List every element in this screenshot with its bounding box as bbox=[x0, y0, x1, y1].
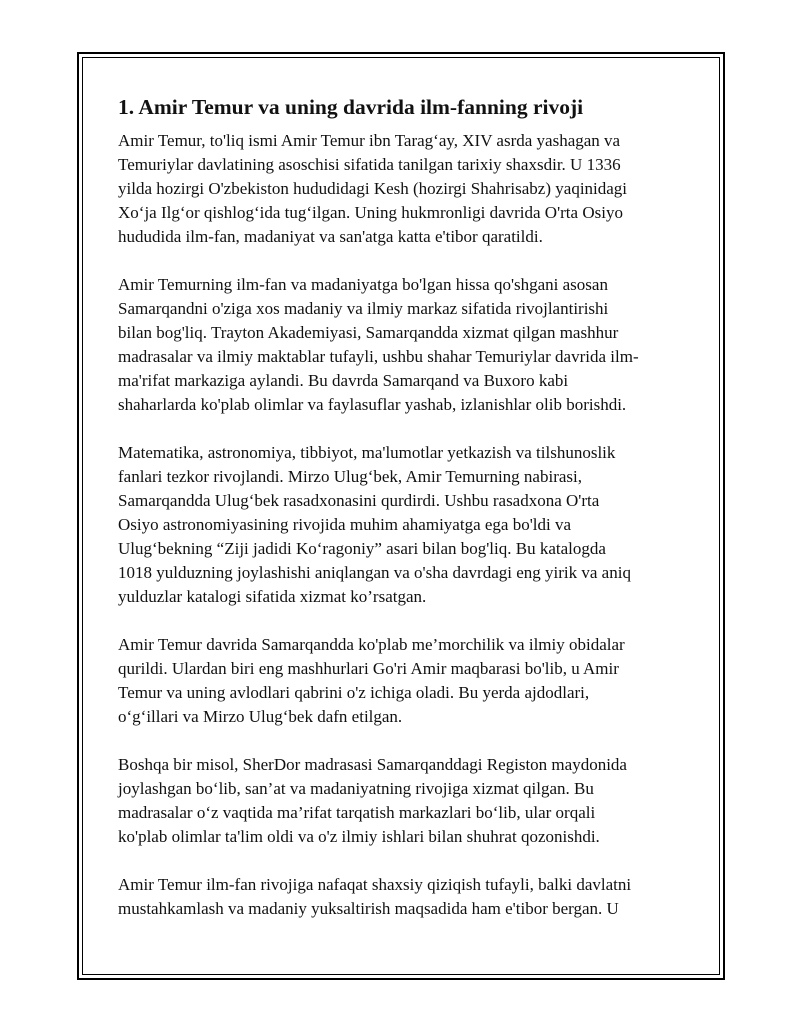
paragraph-sciences bbox=[118, 441, 684, 609]
paragraph-samarqand-center bbox=[118, 273, 684, 417]
text-line: fanlari tezkor rivojlandi. Mirzo Ulugʻbek, Amir Temurning nabirasi, bbox=[118, 467, 582, 486]
text-line: Temuriylar davlatining asoschisi sifatida tanilgan tarixiy shaxsdir. U 1336 bbox=[118, 155, 621, 174]
text-line: Amir Temurning ilm-fan va madaniyatga bo'lgan hissa qo'shgani asosan bbox=[118, 275, 608, 294]
text-line: Boshqa bir misol, SherDor madrasasi Samarqanddagi Registon maydonida bbox=[118, 755, 627, 774]
text-line: 1018 yulduzning joylashishi aniqlangan va o'sha davrdagi eng yirik va aniq bbox=[118, 563, 631, 582]
text-line: oʻgʻillari va Mirzo Ulugʻbek dafn etilgan. bbox=[118, 707, 403, 726]
text-line: Ulugʻbekning “Ziji jadidi Koʻragoniy” asari bilan bog'liq. Bu katalogda bbox=[118, 539, 606, 558]
text-line: madrasalar oʻz vaqtida ma’rifat tarqatish markazlari boʻlib, ular orqali bbox=[118, 803, 596, 822]
text-line: mustahkamlash va madaniy yuksaltirish maqsadida ham e'tibor bergan. U bbox=[118, 899, 619, 918]
paragraph-conclusion bbox=[118, 873, 684, 921]
text-line: yulduzlar katalogi sifatida xizmat ko’rsatgan. bbox=[118, 587, 427, 606]
text-line: qurildi. Ulardan biri eng mashhurlari Go'ri Amir maqbarasi bo'lib, u Amir bbox=[118, 659, 619, 678]
text-line: shaharlarda ko'plab olimlar va faylasuflar yashab, izlanishlar olib borishdi. bbox=[118, 395, 627, 414]
text-line: Samarqandni o'ziga xos madaniy va ilmiy markaz sifatida rivojlantirishi bbox=[118, 299, 609, 318]
text-line: Matematika, astronomiya, tibbiyot, ma'lumotlar yetkazish va tilshunoslik bbox=[118, 443, 616, 462]
text-line: bilan bog'liq. Trayton Akademiyasi, Samarqandda xizmat qilgan mashhur bbox=[118, 323, 619, 342]
document-body bbox=[118, 92, 684, 945]
section-heading: 1. Amir Temur va uning davrida ilm-fanning rivoji bbox=[118, 95, 584, 119]
text-line: Samarqandda Ulugʻbek rasadxonasini qurdirdi. Ushbu rasadxona O'rta bbox=[118, 491, 600, 510]
text-line: madrasalar va ilmiy maktablar tufayli, ushbu shahar Temuriylar davrida ilm- bbox=[118, 347, 639, 366]
text-line: Osiyo astronomiyasining rivojida muhim ahamiyatga ega bo'ldi va bbox=[118, 515, 572, 534]
text-line: joylashgan boʻlib, san’at va madaniyatning rivojiga xizmat qilgan. Bu bbox=[118, 779, 594, 798]
text-line: Temur va uning avlodlari qabrini o'z ichiga oladi. Bu yerda ajdodlari, bbox=[118, 683, 590, 702]
text-line: yilda hozirgi O'zbekiston hududidagi Kesh (hozirgi Shahrisabz) yaqinidagi bbox=[118, 179, 628, 198]
paragraph-intro bbox=[118, 129, 684, 249]
text-line: Amir Temur, to'liq ismi Amir Temur ibn Taragʻay, XIV asrda yashagan va bbox=[118, 131, 621, 150]
paragraph-architecture bbox=[118, 633, 684, 729]
text-line: Amir Temur davrida Samarqandda ko'plab me’morchilik va ilmiy obidalar bbox=[118, 635, 625, 654]
text-line: ma'rifat markaziga aylandi. Bu davrda Samarqand va Buxoro kabi bbox=[118, 371, 569, 390]
text-line: hududida ilm-fan, madaniyat va san'atga katta e'tibor qaratildi. bbox=[118, 227, 543, 246]
paragraph-sherdor bbox=[118, 753, 684, 849]
text-line: ko'plab olimlar ta'lim oldi va o'z ilmiy ishlari bilan shuhrat qozonishdi. bbox=[118, 827, 600, 846]
text-line: Xoʻja Ilgʻor qishlogʻida tugʻilgan. Uning hukmronligi davrida O'rta Osiyo bbox=[118, 203, 623, 222]
text-line: Amir Temur ilm-fan rivojiga nafaqat shaxsiy qiziqish tufayli, balki davlatni bbox=[118, 875, 632, 894]
